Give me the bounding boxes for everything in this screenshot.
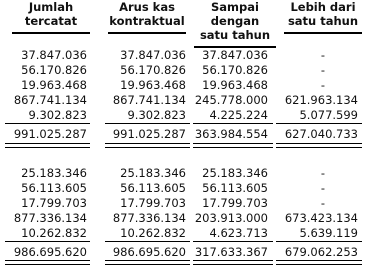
- subtotal-rule: [276, 123, 362, 124]
- s2-r5-c4: 5.639.119: [299, 226, 358, 240]
- s2-r4-c4: 673.423.134: [284, 211, 358, 225]
- s1-r2-c3: 56.170.826: [202, 63, 268, 77]
- s1-r2-c2: 56.170.826: [120, 63, 186, 77]
- s1-r3-c2: 19.963.468: [120, 78, 186, 92]
- subtotal-rule: [193, 241, 273, 242]
- s1-r1-c2: 37.847.036: [120, 48, 186, 62]
- header-underline: [108, 32, 186, 34]
- s1-r1-c3: 37.847.036: [202, 48, 268, 62]
- s2-r1-c2: 25.183.346: [120, 166, 186, 180]
- header-col-1-line-1: Jumlah: [28, 0, 74, 14]
- s2-total-c2: 986.695.620: [112, 245, 186, 259]
- total-double-rule: [276, 260, 362, 265]
- total-double-rule: [193, 143, 273, 148]
- subtotal-rule: [276, 241, 362, 242]
- s1-total-c4: 627.040.733: [284, 127, 358, 141]
- s1-total-c1: 991.025.287: [13, 127, 87, 141]
- subtotal-rule: [193, 123, 273, 124]
- s1-total-c3: 363.984.554: [194, 127, 268, 141]
- s1-r3-c4: -: [320, 78, 326, 92]
- s2-r4-c1: 877.336.134: [13, 211, 87, 225]
- header-underline: [284, 32, 362, 34]
- subtotal-rule: [105, 123, 190, 124]
- total-double-rule: [276, 143, 362, 148]
- header-col-3-line-2: satu tahun: [199, 28, 271, 42]
- s2-r3-c2: 17.799.703: [120, 196, 186, 210]
- s1-r3-c1: 19.963.468: [21, 78, 87, 92]
- s2-r5-c2: 10.262.832: [120, 226, 186, 240]
- total-double-rule: [193, 260, 273, 265]
- subtotal-rule: [5, 241, 90, 242]
- header-col-1-line-2: tercatat: [24, 14, 78, 28]
- s2-r2-c4: -: [320, 181, 326, 195]
- s2-r3-c1: 17.799.703: [21, 196, 87, 210]
- s1-r2-c4: -: [320, 63, 326, 77]
- s1-r4-c2: 867.741.134: [112, 93, 186, 107]
- s1-r5-c2: 9.302.823: [127, 108, 186, 122]
- s1-r1-c4: -: [320, 48, 326, 62]
- s1-r5-c4: 5.077.599: [299, 108, 358, 122]
- header-col-1: [12, 0, 90, 34]
- s1-r5-c1: 9.302.823: [28, 108, 87, 122]
- subtotal-rule: [105, 241, 190, 242]
- s2-r3-c3: 17.799.703: [202, 196, 268, 210]
- s1-r4-c4: 621.963.134: [284, 93, 358, 107]
- s2-r2-c2: 56.113.605: [120, 181, 186, 195]
- s2-total-c3: 317.633.367: [194, 245, 268, 259]
- total-double-rule: [105, 260, 190, 265]
- s1-r2-c1: 56.170.826: [21, 63, 87, 77]
- s2-r4-c2: 877.336.134: [112, 211, 186, 225]
- total-double-rule: [5, 143, 90, 148]
- s1-r4-c1: 867.741.134: [13, 93, 87, 107]
- s1-total-c2: 991.025.287: [112, 127, 186, 141]
- s1-r1-c1: 37.847.036: [21, 48, 87, 62]
- header-col-3: [194, 0, 276, 42]
- s1-r4-c3: 245.778.000: [194, 93, 268, 107]
- s2-r1-c3: 25.183.346: [202, 166, 268, 180]
- s2-total-c1: 986.695.620: [13, 245, 87, 259]
- s1-r3-c3: 19.963.468: [202, 78, 268, 92]
- header-col-2-line-2: kontraktual: [109, 14, 185, 28]
- s2-r4-c3: 203.913.000: [194, 211, 268, 225]
- header-col-4-line-2: satu tahun: [287, 14, 359, 28]
- total-double-rule: [105, 143, 190, 148]
- s2-r1-c4: -: [320, 166, 326, 180]
- header-col-4: [284, 0, 362, 34]
- s2-r1-c1: 25.183.346: [21, 166, 87, 180]
- s2-r2-c1: 56.113.605: [21, 181, 87, 195]
- subtotal-rule: [5, 123, 90, 124]
- header-col-2: [108, 0, 186, 34]
- header-col-3-line-1: Sampai dengan: [210, 0, 260, 28]
- total-double-rule: [5, 260, 90, 265]
- header-col-4-line-1: Lebih dari: [290, 0, 356, 14]
- s2-r3-c4: -: [320, 196, 326, 210]
- s2-r2-c3: 56.113.605: [202, 181, 268, 195]
- s1-r5-c3: 4.225.224: [209, 108, 268, 122]
- s2-r5-c1: 10.262.832: [21, 226, 87, 240]
- header-underline: [12, 32, 90, 34]
- s2-r5-c3: 4.623.713: [209, 226, 268, 240]
- s2-total-c4: 679.062.253: [284, 245, 358, 259]
- header-col-2-line-1: Arus kas: [119, 0, 175, 14]
